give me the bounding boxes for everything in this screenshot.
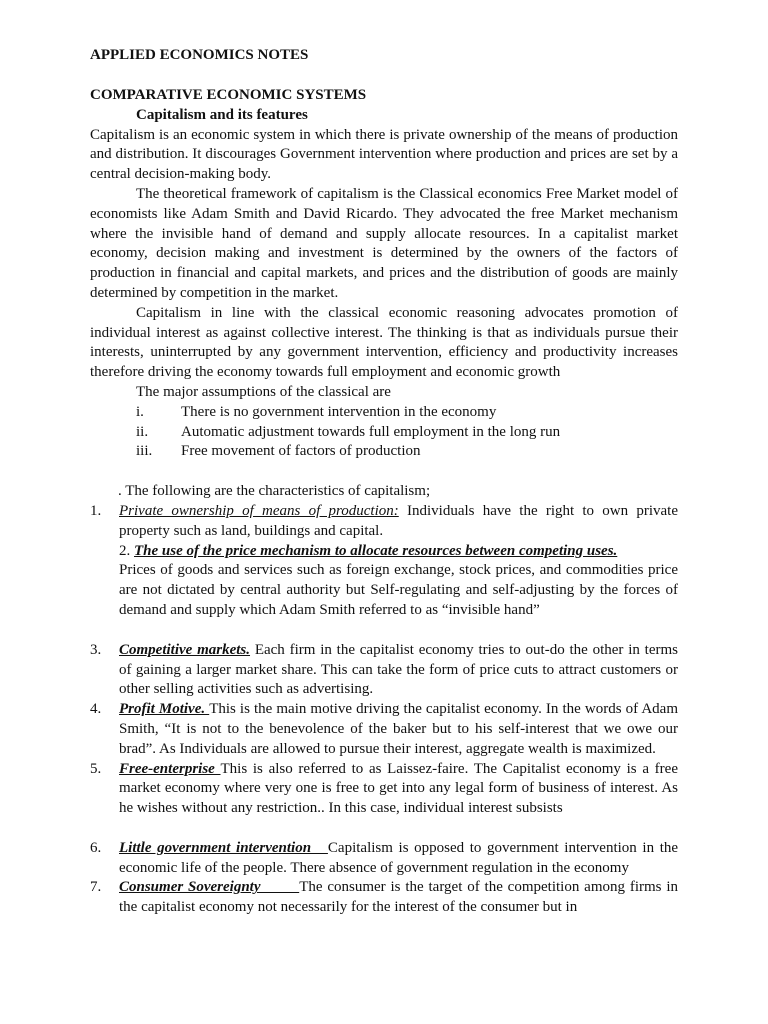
list-number: 5. xyxy=(90,760,102,777)
list-item xyxy=(90,700,678,759)
paragraph: The major assumptions of the classical are xyxy=(136,383,391,400)
list-item xyxy=(90,760,678,819)
list-text: Automatic adjustment towards full employment in the long run xyxy=(181,423,561,440)
list-text: Prices of goods and services such as foreign exchange, stock prices, and commodities price are not dictated by central authority but Self-regulating and self-adjusting by the forces of demand and supply which Adam Smith referred to as “invisible hand” xyxy=(119,562,678,618)
term: Little government intervention xyxy=(119,839,328,856)
term: Consumer Sovereignty xyxy=(119,879,300,896)
list-item xyxy=(90,641,678,700)
spacer xyxy=(90,819,678,839)
term: Private ownership of means of production: xyxy=(119,502,399,519)
list-number: ii. xyxy=(136,423,149,440)
section-heading: COMPARATIVE ECONOMIC SYSTEMS xyxy=(90,87,367,103)
list-text: Individuals have the right to own private property such as land, buildings and capital. xyxy=(119,502,679,539)
list-text: This is the main motive driving the capitalist economy. In the words of Adam Smith, “It is not to the benevolence of the baker but to his self-interest that we owe our brad”. As Individuals are allowed to pursue their interest, aggregate wealth is maximized. xyxy=(119,701,678,757)
list-text: There is no government intervention in the economy xyxy=(181,403,497,420)
characteristics-intro: . The following are the characteristics of capitalism; xyxy=(118,483,431,500)
list-text: Capitalism is opposed to government intervention in the economic life of the people. There absence of government regulation in the economy xyxy=(119,839,679,876)
list-item xyxy=(90,403,678,423)
list-item xyxy=(90,878,678,918)
document-title: APPLIED ECONOMICS NOTES xyxy=(90,47,309,63)
list-text: Each firm in the capitalist economy tries to out-do the other in terms of gaining a larger market share. This can take the form of price cuts to attract customers or other selling activities such as advertising. xyxy=(119,641,678,698)
list-number: iii. xyxy=(136,443,153,460)
term: The use of the price mechanism to allocate resources between competing uses. xyxy=(134,542,618,559)
list-number: 4. xyxy=(90,701,102,718)
paragraph: Capitalism is an economic system in which there is private ownership of the means of production and distribution. It discourages Government intervention where production and prices are set by a central decision-making body. xyxy=(90,126,678,183)
term: Free-enterprise xyxy=(119,760,221,777)
list-text: The consumer is the target of the competition among firms in the capitalist economy not necessarily for the interest of the consumer but in xyxy=(119,879,678,916)
list-number: 6. xyxy=(90,839,102,856)
subsection-heading: Capitalism and its features xyxy=(136,106,308,123)
list-number: 7. xyxy=(90,879,102,896)
list-number: i. xyxy=(136,403,144,420)
paragraph: The theoretical framework of capitalism is the Classical economics Free Market model of economists like Adam Smith and David Ricardo. They advocated the free Market mechanism where the invisible hand of demand and supply allocate resources. In a capitalist market economy, decision making and investment is determined by the owners of the factors of production in financial and capital markets, and prices and the distribution of goods are mainly determined by competition in the market. xyxy=(90,185,678,301)
term: Profit Motive. xyxy=(119,701,210,718)
paragraph: Capitalism in line with the classical economic reasoning advocates promotion of individual interest as against collective interest. The thinking is that as individuals pursue their interests, uninterrupted by any government intervention, efficiency and productivity increases therefore driving the economy towards full employment and economic growth xyxy=(90,304,678,381)
list-item xyxy=(90,502,678,542)
list-number: 1. xyxy=(90,502,102,519)
list-item xyxy=(90,839,678,879)
list-text: Free movement of factors of production xyxy=(181,443,421,460)
document-page xyxy=(90,46,678,918)
spacer xyxy=(90,621,678,641)
spacer xyxy=(90,66,678,86)
list-number: 3. xyxy=(90,641,102,658)
spacer xyxy=(90,462,678,482)
list-item xyxy=(90,423,678,443)
list-number: 2. xyxy=(119,542,134,559)
term: Competitive markets. xyxy=(119,641,251,658)
list-text: This is also referred to as Laissez-faire. The Capitalist economy is a free market economy where very one is free to get into any legal form of business of interest. As he wishes without any restriction.. In this case, individual interest subsists xyxy=(119,760,678,817)
list-item xyxy=(90,542,678,562)
list-item xyxy=(90,442,678,462)
